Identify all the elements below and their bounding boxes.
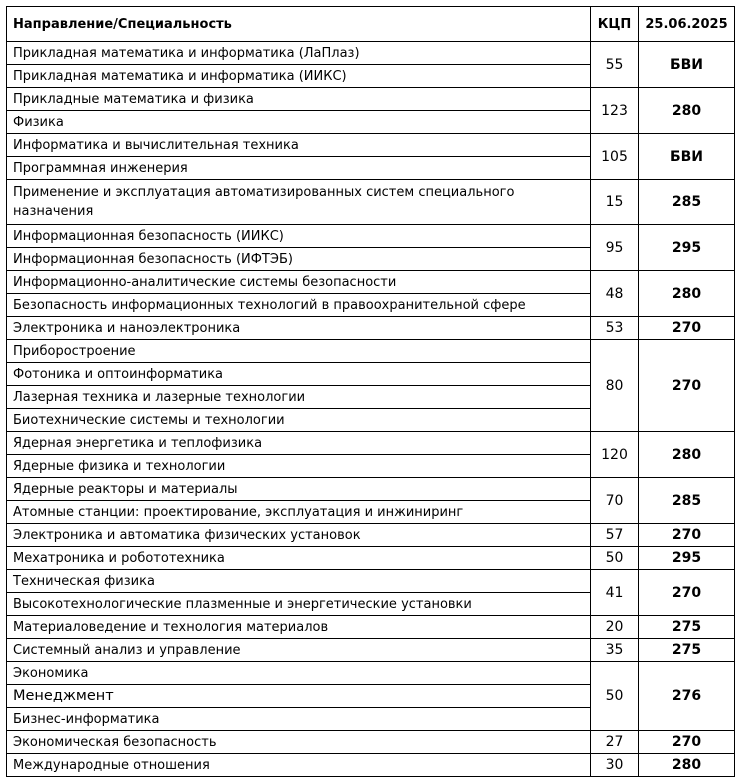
kcp-value: 80 [591,340,639,432]
direction-name: Приборостроение [7,340,591,363]
direction-name: Материаловедение и технология материалов [7,616,591,639]
direction-name: Высокотехнологические плазменные и энергетические установки [7,593,591,616]
passing-score: 285 [639,180,735,225]
direction-name: Ядерные физика и технологии [7,455,591,478]
passing-score: 280 [639,271,735,317]
table-row [7,88,735,111]
table-row [7,662,735,685]
passing-score: 270 [639,731,735,754]
header-kcp: КЦП [591,7,639,42]
kcp-value: 55 [591,42,639,88]
table-row [7,616,735,639]
header-date: 25.06.2025 [639,7,735,42]
direction-name: Менеджмент [7,685,591,708]
direction-name: Информационная безопасность (ИИКС) [7,225,591,248]
table-row [7,42,735,65]
kcp-value: 30 [591,754,639,777]
direction-name: Электроника и наноэлектроника [7,317,591,340]
table-row [7,271,735,294]
direction-name: Физика [7,111,591,134]
kcp-value: 53 [591,317,639,340]
table-row [7,180,735,225]
kcp-value: 35 [591,639,639,662]
passing-score: 285 [639,478,735,524]
table-row [7,570,735,593]
table-row [7,639,735,662]
table-row [7,754,735,777]
table-row [7,134,735,157]
passing-score: 280 [639,432,735,478]
passing-score: 270 [639,317,735,340]
kcp-value: 27 [591,731,639,754]
direction-name: Прикладная математика и информатика (ЛаПлаз) [7,42,591,65]
table-row [7,547,735,570]
passing-score: 295 [639,225,735,271]
passing-score: 280 [639,88,735,134]
direction-name: Фотоника и оптоинформатика [7,363,591,386]
table-body [7,42,735,777]
kcp-value: 50 [591,547,639,570]
kcp-value: 20 [591,616,639,639]
direction-name: Атомные станции: проектирование, эксплуатация и инжиниринг [7,501,591,524]
kcp-value: 48 [591,271,639,317]
direction-name: Безопасность информационных технологий в правоохранительной сфере [7,294,591,317]
passing-score: 270 [639,524,735,547]
kcp-value: 41 [591,570,639,616]
kcp-value: 70 [591,478,639,524]
direction-name: Лазерная техника и лазерные технологии [7,386,591,409]
direction-name: Бизнес-информатика [7,708,591,731]
passing-score: 270 [639,570,735,616]
kcp-value: 120 [591,432,639,478]
direction-name: Информационно-аналитические системы безопасности [7,271,591,294]
direction-name: Экономическая безопасность [7,731,591,754]
table-row [7,432,735,455]
kcp-value: 95 [591,225,639,271]
passing-score: 276 [639,662,735,731]
kcp-value: 50 [591,662,639,731]
passing-score: БВИ [639,42,735,88]
direction-name: Информационная безопасность (ИФТЭБ) [7,248,591,271]
passing-score: 270 [639,340,735,432]
header-direction: Направление/Специальность [7,7,591,42]
admission-scores-table [6,6,735,777]
kcp-value: 15 [591,180,639,225]
direction-name: Ядерные реакторы и материалы [7,478,591,501]
kcp-value: 123 [591,88,639,134]
direction-name: Применение и эксплуатация автоматизированных систем специального назначения [7,180,591,225]
passing-score: 275 [639,639,735,662]
kcp-value: 105 [591,134,639,180]
direction-name: Электроника и автоматика физических установок [7,524,591,547]
table-row [7,225,735,248]
direction-name: Системный анализ и управление [7,639,591,662]
table-row [7,317,735,340]
table-header-row [7,7,735,42]
passing-score: 295 [639,547,735,570]
direction-name: Программная инженерия [7,157,591,180]
kcp-value: 57 [591,524,639,547]
table-row [7,524,735,547]
direction-name: Биотехнические системы и технологии [7,409,591,432]
direction-name: Мехатроника и робототехника [7,547,591,570]
direction-name: Международные отношения [7,754,591,777]
direction-name: Техническая физика [7,570,591,593]
table-row [7,340,735,363]
passing-score: 275 [639,616,735,639]
direction-name: Прикладные математика и физика [7,88,591,111]
table-row [7,731,735,754]
direction-name: Информатика и вычислительная техника [7,134,591,157]
passing-score: 280 [639,754,735,777]
passing-score: БВИ [639,134,735,180]
direction-name: Экономика [7,662,591,685]
direction-name: Прикладная математика и информатика (ИИКС) [7,65,591,88]
direction-name: Ядерная энергетика и теплофизика [7,432,591,455]
table-row [7,478,735,501]
